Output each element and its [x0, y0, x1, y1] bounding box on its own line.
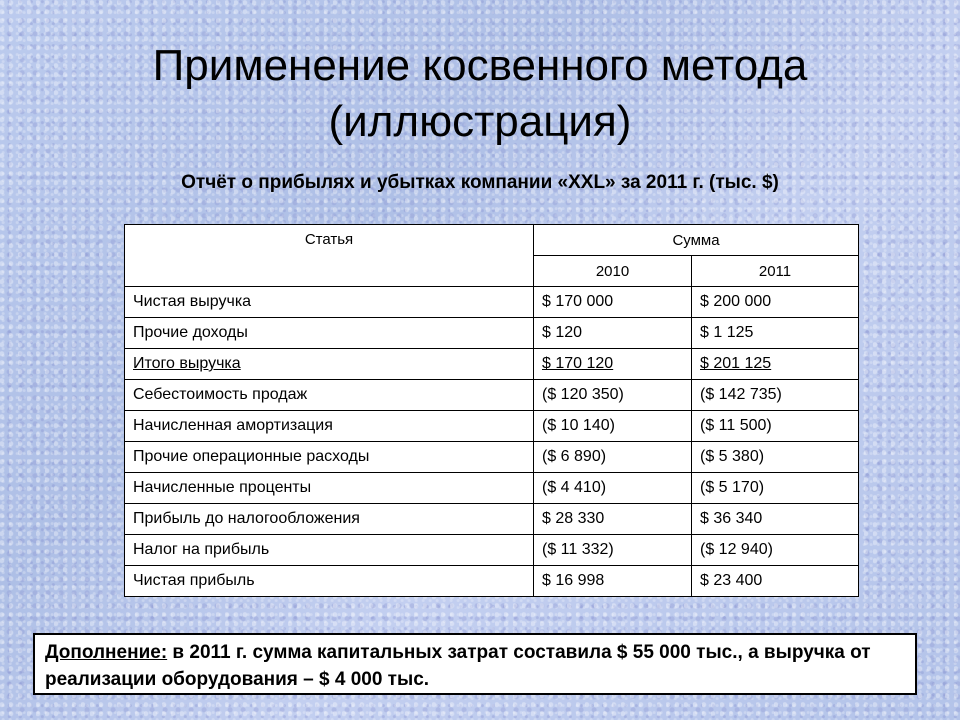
note-text: в 2011 г. сумма капитальных затрат составила $ 55 000 тыс., а выручка от реализации оборудования – $ 4 000 тыс.: [45, 642, 871, 690]
value-2011: $ 201 125: [692, 349, 859, 380]
value-2010: ($ 10 140): [534, 411, 692, 442]
income-statement-table: [124, 224, 859, 597]
value-2011: $ 36 340: [692, 504, 859, 535]
column-header-2010: 2010: [534, 256, 692, 287]
table-row: [125, 442, 859, 473]
value-2010: ($ 120 350): [534, 380, 692, 411]
note-lead: Дополнение:: [45, 642, 168, 663]
value-2010: $ 120: [534, 318, 692, 349]
value-2011: $ 23 400: [692, 566, 859, 597]
table-caption: Отчёт о прибылях и убытках компании «XXL» за 2011 г. (тыс. $): [181, 172, 779, 193]
row-label: Начисленная амортизация: [125, 411, 534, 442]
table-row: [125, 380, 859, 411]
value-2011: ($ 5 170): [692, 473, 859, 504]
table-row: [125, 318, 859, 349]
column-header-item: Статья: [125, 225, 534, 287]
row-label: Прочие доходы: [125, 318, 534, 349]
row-label: Прочие операционные расходы: [125, 442, 534, 473]
row-label: Чистая выручка: [125, 287, 534, 318]
value-2010: $ 16 998: [534, 566, 692, 597]
table-row: [125, 535, 859, 566]
slide-title: [0, 38, 960, 150]
slide-title-line-2: (иллюстрация): [328, 97, 632, 146]
value-2010: $ 170 120: [534, 349, 692, 380]
supplement-note: [33, 633, 917, 695]
value-2010: $ 170 000: [534, 287, 692, 318]
row-label: Налог на прибыль: [125, 535, 534, 566]
value-2011: ($ 12 940): [692, 535, 859, 566]
value-2010: $ 28 330: [534, 504, 692, 535]
row-label: Прибыль до налогообложения: [125, 504, 534, 535]
table-row: [125, 287, 859, 318]
table-row: [125, 473, 859, 504]
table-row: [125, 504, 859, 535]
slide-title-line-1: Применение косвенного метода: [152, 41, 808, 90]
table-row: [125, 411, 859, 442]
row-label: Начисленные проценты: [125, 473, 534, 504]
column-header-2011: 2011: [692, 256, 859, 287]
row-label: Итого выручка: [125, 349, 534, 380]
value-2010: ($ 4 410): [534, 473, 692, 504]
table-row-total-revenue: [125, 349, 859, 380]
value-2011: ($ 11 500): [692, 411, 859, 442]
row-label: Себестоимость продаж: [125, 380, 534, 411]
column-header-sum: Сумма: [534, 225, 859, 256]
table-row: [125, 566, 859, 597]
value-2011: $ 1 125: [692, 318, 859, 349]
value-2011: ($ 142 735): [692, 380, 859, 411]
value-2011: $ 200 000: [692, 287, 859, 318]
value-2010: ($ 11 332): [534, 535, 692, 566]
value-2010: ($ 6 890): [534, 442, 692, 473]
row-label: Чистая прибыль: [125, 566, 534, 597]
value-2011: ($ 5 380): [692, 442, 859, 473]
